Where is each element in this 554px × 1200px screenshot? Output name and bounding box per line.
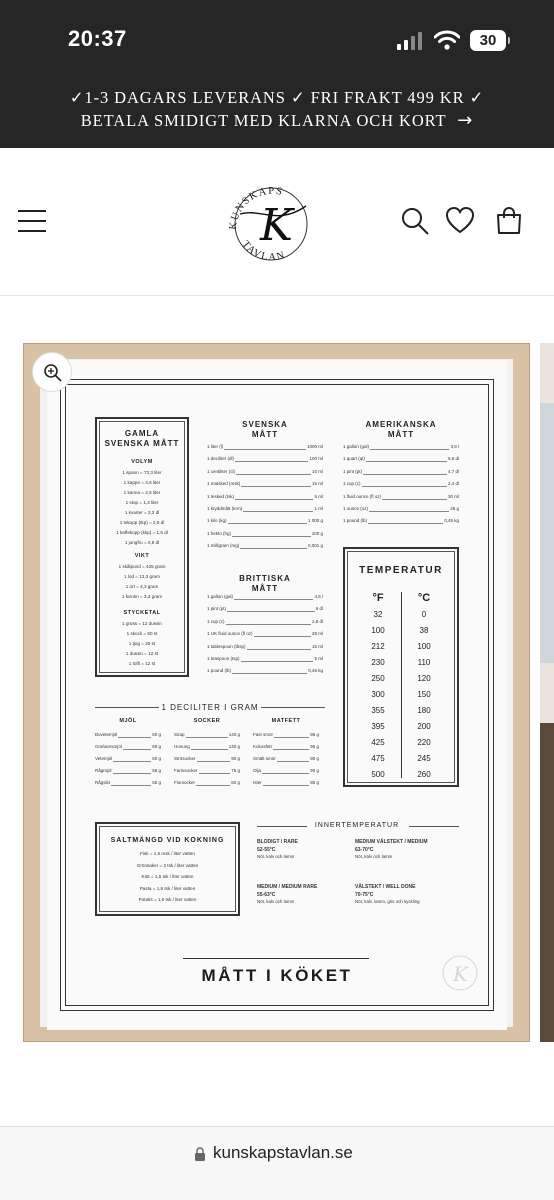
brittiska-row-value: 0,45 kg: [308, 668, 323, 674]
deciliter-row-label: Honung: [174, 744, 190, 749]
amerikanska-row: [343, 518, 459, 526]
fahrenheit-value: 100: [371, 626, 385, 635]
styck-line: 1 tolft = 12 st: [128, 661, 156, 666]
deciliter-row-label: Vetemjöl: [95, 756, 113, 761]
svenska-row-label: 1 kilo (kg): [207, 518, 227, 524]
brittiska-row-value: 15 ml: [311, 643, 323, 649]
deciliter-title: 1 DECILITER I GRAM: [161, 703, 259, 712]
announcement-line-1: ✓1-3 DAGARS LEVERANS ✓ FRI FRAKT 499 KR ✓: [69, 88, 485, 107]
deciliter-col: [95, 718, 161, 798]
salt-line: Fisk = 1,5 msk / liter vatten: [140, 851, 195, 856]
amerikanska-row-label: 1 quart (qt): [343, 456, 366, 462]
deciliter-row: [174, 744, 240, 752]
fahrenheit-value: 32: [373, 610, 383, 619]
celsius-head: °C: [417, 592, 431, 604]
volym-line: 1 stop = 1,3 liter: [125, 500, 159, 505]
celsius-value: 38: [419, 626, 429, 635]
battery-icon: 30: [470, 30, 506, 51]
cart-bag-icon[interactable]: [494, 206, 524, 236]
heart-icon[interactable]: [445, 206, 475, 236]
deciliter-row-label: Grahamsmjöl: [95, 744, 122, 749]
deciliter-row-value: 90 g: [310, 768, 319, 773]
logo-text-bottom: TAVLAN: [239, 238, 288, 264]
url-text[interactable]: kunskapstavlan.se: [213, 1143, 353, 1162]
inner-item-name: BLODIGT / RARE: [257, 839, 298, 845]
svenska-row: [207, 444, 323, 452]
zoom-button[interactable]: [32, 352, 72, 392]
vikt-line: 1 lod = 13,3 gram: [124, 574, 160, 579]
volym-line: 1 tekopp (tkp) = 2,5 dl: [119, 520, 165, 525]
deciliter-row: [95, 744, 161, 752]
styck-head: STYCKETAL: [123, 610, 161, 616]
salt-line: Kött = 1,5 tsk / liter vatten: [141, 874, 194, 879]
inner-item-desc: Nöt, kalv och lamm: [257, 899, 295, 904]
deciliter-row: [253, 744, 319, 752]
deciliter-row-label: Ister: [253, 780, 262, 785]
brittiska-row-label: 1 tablespoon (tbsp): [207, 643, 246, 649]
brittiska-row-value: 2,8 dl: [311, 618, 323, 624]
amerikanska-row-value: 0,45 kg: [444, 518, 459, 524]
deciliter-row-label: Olja: [253, 768, 262, 773]
brittiska-row-label: 1 gallon (gal): [207, 594, 234, 599]
deciliter-row-value: 90 g: [310, 756, 319, 761]
inner-item-temp: 63-70°C: [355, 846, 374, 853]
celsius-value: 120: [417, 674, 431, 683]
deciliter-row-value: 60 g: [152, 756, 161, 761]
fahrenheit-value: 230: [371, 658, 385, 667]
brittiska-row-label: 1 pound (lb): [207, 668, 232, 674]
deciliter-row-label: Smält smör: [253, 756, 276, 761]
fahrenheit-value: 212: [371, 642, 385, 651]
svenska-row: [207, 494, 323, 502]
inner-item-name: MEDIUM VÄLSTEKT / MEDIUM: [355, 839, 428, 845]
inner-item-name: MEDIUM / MEDIUM RARE: [257, 884, 318, 890]
zoom-in-icon: [43, 363, 63, 383]
vikt-line: 1 ort = 4,3 gram: [125, 584, 159, 589]
inner-item-temp: 52-55°C: [257, 846, 276, 853]
amerikanska-row: [343, 444, 459, 452]
deciliter-row: [253, 756, 319, 764]
celsius-value: 110: [417, 658, 431, 667]
styck-line: 1 dussin = 12 st: [125, 651, 159, 656]
brittiska-row-value: 28 ml: [311, 631, 323, 637]
announcement-line-2-text: BETALA SMIDIGT MED KLARNA OCH KORT: [80, 111, 447, 130]
brittiska-row: [207, 619, 323, 627]
amerikanska-row-value: 2,4 dl: [447, 481, 459, 487]
salt-title: SALTMÄNGD VID KOKNING: [110, 837, 225, 844]
deciliter-row: [174, 756, 240, 764]
fahrenheit-value: 500: [371, 770, 385, 779]
svenska-row: [207, 481, 323, 489]
svenska-row-value: 1000 ml: [306, 444, 323, 449]
brittiska-row-label: 1 teaspoon (tsp): [207, 656, 240, 661]
status-time: 20:37: [68, 26, 127, 51]
inner-item-name: VÄLSTEKT / WELL DONE: [355, 884, 416, 890]
svenska-row: [207, 469, 323, 477]
volym-head: VOLYM: [131, 459, 153, 465]
svenska-row-label: 1 milligram (mg): [207, 543, 240, 549]
deciliter-row-value: 95 g: [310, 732, 319, 737]
deciliter-row: [95, 756, 161, 764]
celsius-value: 200: [417, 722, 431, 731]
gamla-title-1: GAMLA: [124, 429, 160, 438]
deciliter-row: [174, 768, 240, 776]
deciliter-row-label: Sirap: [174, 732, 185, 737]
deciliter-row-value: 60 g: [152, 732, 161, 737]
salt-line: Grönsaker = 2 tsk / liter vatten: [136, 862, 199, 868]
volym-line: 1 jungfru = 0,8 dl: [124, 540, 160, 545]
fahrenheit-value: 475: [371, 754, 385, 763]
salt-line: Pasta = 1,5 tsk / liter vatten: [139, 885, 196, 891]
deciliter-row: [253, 732, 319, 740]
amerikanska-title-2: MÅTT: [387, 430, 415, 439]
announcement-bar[interactable]: [0, 80, 554, 148]
celsius-value: 100: [417, 642, 431, 651]
announcement-line-2: [0, 110, 554, 131]
deciliter-row-label: Farinsocker: [174, 768, 198, 773]
brittiska-row-label: 1 cup (c): [207, 618, 225, 624]
svenska-row-value: 100 g: [311, 530, 323, 536]
arrow-right-icon[interactable]: →: [457, 110, 474, 131]
deciliter-row-label: Fast smör: [253, 732, 274, 737]
svenska-row-label: 1 tesked (tsk): [207, 493, 235, 499]
svenska-row-value: 1 000 g: [307, 518, 323, 524]
svenska-row-value: 1 ml: [314, 506, 323, 511]
svenska-row-label: 1 matsked (msk): [207, 481, 241, 487]
cellular-signal-icon: [397, 32, 423, 50]
inner-item-temp: 70-75°C: [355, 891, 374, 898]
volym-line: 1 kappe = 4,6 liter: [123, 480, 161, 485]
celsius-value: 180: [417, 706, 431, 715]
inner-item-desc: Nöt, kalv och lamm: [355, 854, 393, 859]
volym-line: 1 kanna = 2,6 liter: [123, 490, 161, 495]
brittiska-row: [207, 606, 323, 614]
fahrenheit-head: °F: [372, 592, 384, 604]
deciliter-row-value: 85 g: [310, 780, 319, 785]
brittiska-row-value: 5 ml: [314, 656, 323, 661]
celsius-value: 220: [417, 738, 431, 747]
svenska-row-label: 1 centiliter (cl): [207, 468, 236, 474]
amerikanska-row-value: 28 g: [450, 506, 459, 511]
deciliter-row-value: 75 g: [231, 768, 240, 773]
vikt-head: VIKT: [134, 553, 150, 559]
deciliter-row: [95, 732, 161, 740]
amerikanska-row-value: 3,8 l: [450, 444, 459, 449]
deciliter-table: [95, 718, 335, 798]
amerikanska-row-label: 1 cup (c): [343, 481, 361, 487]
deciliter-col-head: MJÖL: [119, 718, 137, 724]
svenska-row-value: 5 ml: [314, 493, 323, 499]
deciliter-col-head: SOCKER: [193, 718, 221, 724]
status-bar: [0, 0, 554, 80]
deciliter-row-label: Kokosfett: [253, 744, 272, 749]
deciliter-row-value: 95 g: [310, 744, 319, 749]
deciliter-row: [174, 732, 240, 740]
svenska-title-1: SVENSKA: [242, 420, 288, 429]
deciliter-row-label: Bovetemjöl: [95, 732, 118, 737]
svenska-row-label: 1 liter (l): [207, 444, 224, 449]
poster-main-title: MÅTT I KÖKET: [201, 966, 353, 985]
brittiska-row: [207, 631, 323, 639]
volym-line: 1 kvarter = 3,3 dl: [124, 510, 160, 515]
amerikanska-row-label: 1 ounce (oz): [343, 506, 369, 511]
gamla-title-2: SVENSKA MÅTT: [104, 439, 180, 448]
wifi-icon: [434, 30, 460, 50]
svenska-row-label: 1 deciliter (dl): [207, 456, 235, 462]
svenska-row-value: 15 ml: [311, 481, 323, 487]
styck-line: 1 gross = 12 dussin: [122, 621, 162, 626]
brittiska-row-label: 1 UK fluid ounce (fl oz): [207, 631, 253, 637]
fahrenheit-value: 250: [371, 674, 385, 683]
amerikanska-row-value: 9,5 dl: [447, 456, 459, 462]
amerikanska-row-value: 4,7 dl: [447, 468, 459, 474]
inner-list: [257, 838, 467, 918]
deciliter-row-label: Rågmjöl: [95, 768, 112, 773]
volym-line: 1 kaffekopp (kkp) = 1,5 dl: [116, 530, 168, 535]
amerikanska-row: [343, 506, 459, 514]
salt-line: Potatis = 1,5 tsk / liter vatten: [138, 897, 197, 902]
next-product-image[interactable]: [540, 343, 554, 1042]
celsius-value: 245: [417, 754, 431, 763]
logo-letter: K: [260, 200, 293, 251]
brittiska-row: [207, 594, 323, 602]
fahrenheit-value: 300: [371, 690, 385, 699]
brittiska-row: [207, 668, 323, 676]
deciliter-row: [174, 780, 240, 788]
deciliter-row-value: 140 g: [228, 744, 240, 749]
logo-text-top: KUNSKAPS: [227, 185, 285, 231]
deciliter-row-value: 90 g: [231, 756, 240, 761]
fahrenheit-value: 425: [371, 738, 385, 747]
vikt-line: 1 skålpund = 425 gram: [118, 564, 166, 569]
svenska-row: [207, 506, 323, 514]
amerikanska-row-label: 1 pint (pt): [343, 468, 363, 474]
deciliter-row-value: 140 g: [228, 732, 240, 737]
svg-text:K: K: [453, 962, 468, 986]
site-header: [0, 148, 554, 296]
brittiska-title-1: BRITTISKA: [239, 574, 291, 583]
svenska-row: [207, 531, 323, 539]
inner-title: INNERTEMPERATUR: [314, 822, 400, 829]
brittiska-row-value: 4,5 l: [314, 594, 323, 599]
menu-icon[interactable]: [18, 208, 46, 234]
celsius-value: 0: [421, 610, 427, 619]
deciliter-row: [95, 768, 161, 776]
deciliter-row: [253, 768, 319, 776]
fahrenheit-value: 355: [371, 706, 385, 715]
deciliter-row: [253, 780, 319, 788]
brittiska-row-value: 6 dl: [315, 606, 323, 612]
lock-icon: [194, 1147, 206, 1162]
styck-line: 1 tjog = 20 st: [128, 641, 156, 646]
celsius-value: 260: [417, 770, 431, 779]
celsius-value: 150: [417, 690, 431, 699]
inner-item-desc: Nöt, kalv, lamm, gris och kyckling: [355, 899, 420, 904]
svenska-row-label: 1 hekto (hg): [207, 530, 232, 536]
svenska-row-label: 1 kryddmått (krm): [207, 506, 243, 511]
deciliter-col: [174, 718, 240, 798]
svenska-row: [207, 456, 323, 464]
amerikanska-row: [343, 469, 459, 477]
svenska-title-2: MÅTT: [251, 430, 279, 439]
amerikanska-title-1: AMERIKANSKA: [365, 420, 437, 429]
brittiska-row: [207, 656, 323, 664]
amerikanska-row-value: 30 ml: [447, 493, 459, 499]
brittiska-title-2: MÅTT: [251, 584, 279, 593]
svenska-row-value: 0,001 g: [307, 543, 323, 549]
amerikanska-row: [343, 494, 459, 502]
styck-line: 1 skock = 60 st: [126, 631, 158, 636]
svenska-row: [207, 543, 323, 551]
deciliter-col: [253, 718, 319, 798]
brittiska-row: [207, 644, 323, 652]
svenska-row: [207, 518, 323, 526]
inner-item-desc: Nöt, kalv och lamm: [257, 854, 295, 859]
inner-item-temp: 55-63°C: [257, 891, 276, 898]
browser-url-bar[interactable]: [0, 1126, 554, 1200]
volym-line: 1 spann = 73,3 liter: [122, 470, 162, 475]
deciliter-col-head: MATFETT: [271, 718, 301, 724]
amerikanska-row-label: 1 pound (lb): [343, 518, 368, 524]
deciliter-row-value: 55 g: [152, 780, 161, 785]
fahrenheit-value: 395: [371, 722, 385, 731]
deciliter-row-label: Strösocker: [174, 756, 196, 761]
temperatur-title: TEMPERATUR: [359, 565, 443, 576]
svenska-row-value: 10 ml: [311, 468, 323, 474]
deciliter-row-value: 60 g: [231, 780, 240, 785]
svenska-row-value: 100 ml: [309, 456, 323, 462]
amerikanska-row-label: 1 fluid ounce (fl oz): [343, 493, 382, 499]
poster-watermark-logo-icon: [440, 953, 480, 993]
kunskapstavlan-logo[interactable]: [222, 178, 320, 270]
deciliter-row-label: Florsocker: [174, 780, 196, 785]
search-icon[interactable]: [400, 206, 430, 236]
poster: [47, 360, 507, 1030]
vikt-line: 1 kvintin = 3,3 gram: [121, 594, 163, 599]
amerikanska-row: [343, 481, 459, 489]
deciliter-row-value: 55 g: [152, 768, 161, 773]
deciliter-row-value: 60 g: [152, 744, 161, 749]
deciliter-row-label: Rågsikt: [95, 780, 111, 785]
deciliter-row: [95, 780, 161, 788]
brittiska-row-label: 1 pint (pt): [207, 606, 227, 612]
amerikanska-row: [343, 456, 459, 464]
amerikanska-row-label: 1 gallon (gal): [343, 444, 370, 449]
